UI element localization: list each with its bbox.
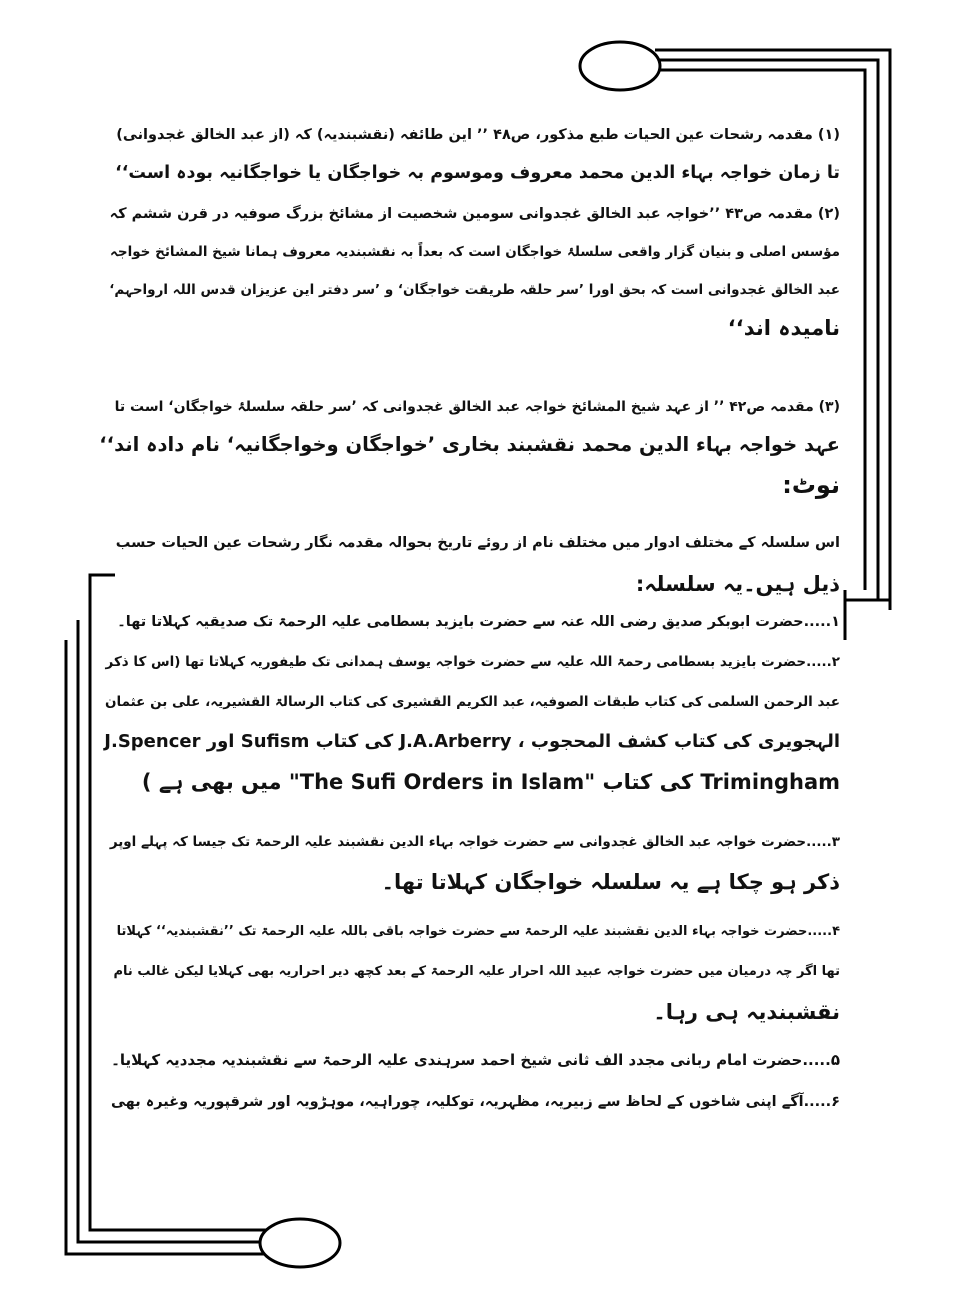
list-item: ۴.....حضرت خواجہ بہاء الدین نقشبند علیہ الرحمۃ سے حضرت خواجہ باقی باللہ علیہ الرحمۃ تک ’’نقشبندیہ‘‘ کہلاتا [116,924,840,939]
text-line: نقشبندیہ ہی رہا۔ [653,1000,840,1024]
list-item: ۲.....حضرت بایزید بسطامی رحمۃ اللہ علیہ سے حضرت خواجہ یوسف ہمدانی تک طیفوریہ کہلاتا تھا (اس کا ذکر [105,654,840,670]
text-line: (۲) مقدمہ ص۴۳ ’’خواجہ عبد الخالق غجدوانی سومین شخصیت از مشائخ بزرگ صوفیہ در قرن ششم کہ [109,206,840,222]
text-line: عبد الرحمن السلمی کی کتاب طبقات الصوفیہ، عبد الکریم القشیری کی کتاب الرسالۃ القشیریہ، علی بن عثمان [105,694,840,710]
text-line: تا زمان خواجہ بہاء الدین محمد معروف وموسوم بہ خواجگان یا خواجگانیہ بودہ است‘‘ [115,163,840,183]
list-item: ۱.....حضرت ابوبکر صدیق رضی اللہ عنہ سے حضرت بایزید بسطامی علیہ الرحمۃ تک صدیقیہ کہلاتا تھا۔ [117,614,840,630]
note-heading: نوٹ: [782,471,840,499]
text-line: مؤسس اصلی و بنیان گزار واقعی سلسلۂ خواجگان است کہ بعداً بہ نقشبندیہ معروف ہمانا شیخ المشائخ خواجہ [109,244,840,260]
text-line: الہجویری کی کتاب کشف المحجوب ، J.A.Arberry کی کتاب Sufism اور J.Spencer [104,731,840,752]
text-line: (۳) مقدمہ ص۴۲ ’’ از عہد شیخ المشائخ خواجہ عبد الخالق غجدوانی کہ ’سر حلقہ سلسلۂ خواجگان‘ است تا [114,399,840,415]
list-item: ۶.....آگے اپنی شاخوں کے لحاظ سے زبیریہ، مظہریہ، توکلیہ، چوراہیہ، موہڑویہ اور شرقپوریہ وغیرہ بھی [111,1094,840,1110]
text-line: تھا اگر چہ درمیان میں حضرت خواجہ عبید اللہ احرار علیہ الرحمۃ کے بعد کچھ دیر احراریہ بھی کہلایا لیکن غالب نام [113,964,840,979]
text-line: نامیدہ اند‘‘ [727,316,840,340]
text-line: Trimingham کی کتاب "The Sufi Orders in Islam" میں بھی ہے ) [141,770,840,794]
text-line: عہد خواجہ بہاء الدین محمد نقشبند بخاری ’خواجگان وخواجگانیہ‘ نام دادہ اند‘‘ [99,433,840,456]
text-line: ذیل ہیں۔یہ سلسلہ: [635,572,840,596]
text-line: ذکر ہو چکا ہے یہ سلسلہ خواجگان کہلاتا تھا۔ [381,870,840,894]
bottom-ornament [260,1219,340,1267]
list-item: ۳.....حضرت خواجہ عبد الخالق غجدوانی سے حضرت خواجہ بہاء الدین نقشبند علیہ الرحمۃ تک جیسا کہ پہلے اوپر [109,834,840,850]
top-ornament [580,42,660,90]
text-line: (۱) مقدمہ رشحات عین الحیات طبع مذکور، ص۴۸ ’’ این طائفہ (نقشبندیہ) کہ (از عبد الخالق غجدوانی) [116,127,840,143]
text-line: عبد الخالق غجدوانی است کہ بحق اورا ’سر حلقہ طریقت خواجگان‘ و ’سر دفتر این عزیزان قدس اللہ ارواحہم‘ [109,282,840,298]
text-line: اس سلسلہ کے مختلف ادوار میں مختلف نام از روئے تاریخ بحوالہ مقدمہ نگار رشحات عین الحیات حسب [115,535,840,551]
list-item: ۵.....حضرت امام ربانی مجدد الف ثانی شیخ احمد سرہندی علیہ الرحمۃ سے نقشبندیہ مجددیہ کہلایا۔ [111,1051,840,1069]
